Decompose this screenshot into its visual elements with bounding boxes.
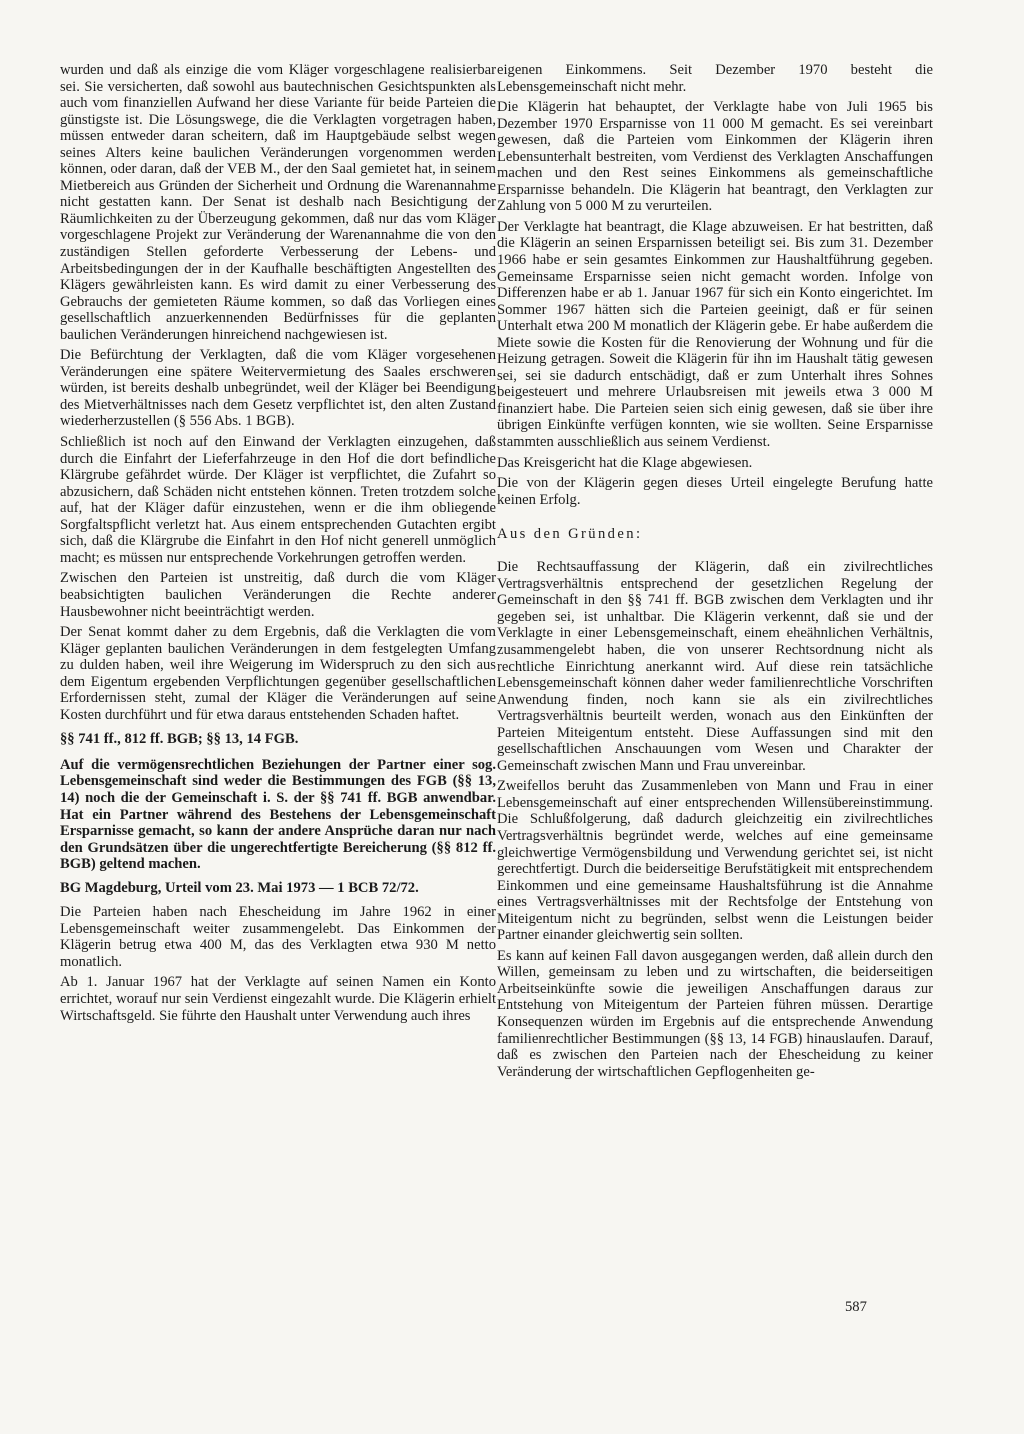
page-number: 587 [845,1299,867,1315]
paragraph: Der Senat kommt daher zu dem Ergebnis, daß die Verklagten die vom Kläger geplanten baulichen Veränderungen in dem festgelegten Umfang zu dulden haben, weil ihre Weigerung im Widerspruch zu den sich aus dem Eigentum ergebenden Verpflichtungen gegenüber gesellschaftlichen Erfordernissen steht, zumal der Kläger die Veränderungen auf seine Kosten durchführt und für etwa daraus entstehenden Schaden haftet. [60,624,496,723]
paragraph: Die Rechtsauffassung der Klägerin, daß ein zivilrechtliches Vertragsverhältnis entsprechend der gesetzlichen Regelung der Gemeinschaft in den §§ 741 ff. BGB zwischen dem Verklagten und ihr gegeben sei, ist unhaltbar. Die Klägerin verkennt, daß sie und der Verklagte in einer Lebensgemeinschaft, einem eheähnlichen Verhältnis, zusammengelebt haben, die von unserer Rechtsordnung nicht als rechtliche Einrichtung anerkannt wird. Auf diese rein tatsächliche Lebensgemeinschaft können daher weder familienrechtliche Vorschriften Anwendung finden, noch kann sie als ein zivilrechtliches Vertragsverhältnis beurteilt werden, wonach aus den Einkünften der Parteien Miteigentum entsteht. Diese Auffassungen sind mit den gesellschaftlichen Anschauungen vom Wesen und Charakter der Gemeinschaft zwischen Mann und Frau unvereinbar. [497,559,933,774]
paragraph: eigenen Einkommens. Seit Dezember 1970 besteht die Lebensgemeinschaft nicht mehr. [497,62,933,95]
paragraph: Das Kreisgericht hat die Klage abgewiesen. [497,454,753,471]
case-citation: BG Magdeburg, Urteil vom 23. Mai 1973 — 1 BCB 72/72. [60,879,419,896]
paragraph: Die Befürchtung der Verklagten, daß die vom Kläger vorgesehenen Veränderungen eine spätere Weitervermietung des Saales erschweren würden, ist bereits deshalb unbegründet, weil der Kläger bei Beendigung des Mietverhältnisses nach dem Gesetz verpflichtet ist, den alten Zustand wiederherzustellen (§ 556 Abs. 1 BGB). [60,347,496,430]
paragraph: Die von der Klägerin gegen dieses Urteil eingelegte Berufung hatte keinen Erfolg. [497,475,933,508]
paragraph: Zwischen den Parteien ist unstreitig, daß durch die vom Kläger beabsichtigten baulichen Veränderungen die Rechte anderer Hausbewohner nicht beeinträchtigt werden. [60,570,496,620]
paragraph: Zweifellos beruht das Zusammenleben von Mann und Frau in einer Lebensgemeinschaft auf einer entsprechenden Willensübereinstimmung. Die Schlußfolgerung, daß dadurch gleichzeitig ein zivilrechtliches Vertragsverhältnis begründet werde, welches auf eine gemeinsame gleichwertige Vermögensbildung und Verwendung gerichtet sei, ist nicht gerechtfertigt. Durch die beiderseitige Berufstätigkeit mit entsprechendem Einkommen und eine gemeinsame Haushaltsführung ist die Annahme eines Vertragsverhältnisses mit der Rechtsfolge der Entstehung von Miteigentum nicht zu begründen, selbst wenn die Leistungen beider Partner einander gleichwertig sein sollten. [497,778,933,944]
left-column [60,62,496,1028]
paragraph: Schließlich ist noch auf den Einwand der Verklagten einzugehen, daß durch die Einfahrt der Lieferfahrzeuge in den Hof die dort befindliche Klärgrube gefährdet würde. Der Kläger ist verpflichtet, die Zufahrt so abzusichern, daß Schäden nicht entstehen können. Treten trotzdem solche auf, hat der Kläger dafür einzustehen, wenn er die ihm obliegende Sorgfaltspflicht verletzt hat. Aus einem entsprechenden Gutachten ergibt sich, daß die Klärgrube die Einfahrt in den Hof nicht generell unmöglich macht; es müssen nur entsprechende Vorkehrungen getroffen werden. [60,434,496,566]
paragraph: Die Klägerin hat behauptet, der Verklagte habe von Juli 1965 bis Dezember 1970 Ersparnisse von 11 000 M gemacht. Es sei vereinbart gewesen, daß die Parteien vom Einkommen der Klägerin ihren Lebensunterhalt bestreiten, vom Verdienst des Verklagten Anschaffungen machen und den Rest seines Einkommens als gemeinschaftliche Ersparnisse behandeln. Die Klägerin hat beantragt, den Verklagten zur Zahlung von 5 000 M zu verurteilen. [497,99,933,215]
paragraph: Der Verklagte hat beantragt, die Klage abzuweisen. Er hat bestritten, daß die Klägerin an seinen Ersparnissen beteiligt sei. Bis zum 31. Dezember 1966 habe er sein gesamtes Einkommen zur Haushaltführung gegeben. Gemeinsame Ersparnisse seien nicht gemacht worden. Infolge von Differenzen habe er ab 1. Januar 1967 für sich ein Konto eingerichtet. Im Sommer 1967 hätten sich die Parteien geeinigt, daß er für seinen Unterhalt etwa 200 M monatlich der Klägerin gebe. Er habe außerdem die Miete sowie die Kosten für die Renovierung der Wohnung und für die Heizung getragen. Soweit die Klägerin für ihn im Haushalt tätig gewesen sei, sei sie dadurch entschädigt, daß er zum Unterhalt ihres Sohnes beigesteuert und mehrere Urlaubsreisen mit jeweils etwa 3 000 M finanziert habe. Die Parteien seien sich einig gewesen, daß sie über ihre übrigen Einkünfte verfügen konnten, wie sie wollten. Seine Ersparnisse stammten ausschließlich aus seinem Verdienst. [497,218,933,451]
paragraph: Es kann auf keinen Fall davon ausgegangen werden, daß allein durch den Willen, gemeinsam zu leben und zu wirtschaften, die beiderseitigen Arbeitseinkünfte sowie die jeweiligen Anschaffungen daraus zur Entstehung von Miteigentum der Parteien führen müssen. Derartige Konsequenzen würden im Ergebnis auf die entsprechende Anwendung familienrechtlicher Bestimmungen (§§ 13, 14 FGB) hinauslaufen. Darauf, daß es zwischen den Parteien nach der Ehescheidung zu keiner Veränderung der wirtschaftlichen Gepflogenheiten ge- [497,947,933,1080]
paragraph: Ab 1. Januar 1967 hat der Verklagte auf seinen Namen ein Konto errichtet, worauf nur sein Verdienst eingezahlt wurde. Die Klägerin erhielt Wirtschaftsgeld. Sie führte den Haushalt unter Verwendung auch ihres [60,974,496,1024]
headnote-summary: Auf die vermögensrechtlichen Beziehungen der Partner einer sog. Lebensgemeinschaft sind weder die Bestimmungen des FGB (§§ 13, 14) noch die der Gemeinschaft i. S. der §§ 741 ff. BGB anwendbar. Hat ein Partner während des Bestehens der Lebensgemeinschaft Ersparnisse gemacht, so kann der andere Ansprüche daran nur nach den Grundsätzen über die ungerechtfertigte Bereicherung (§§ 812 ff. BGB) geltend machen. [60,756,496,873]
section-heading: Aus den Gründen: [497,526,643,543]
paragraph: wurden und daß als einzige die vom Kläger vorgeschlagene realisierbar sei. Sie versicherten, daß sowohl aus bautechnischen Gesichtspunkten als auch vom finanziellen Aufwand her diese Variante für beide Parteien die günstigste ist. Die Lösungswege, die die Verklagten vorgetragen haben, müssen entweder daran scheitern, daß im Hauptgebäude selbst wegen seines Alters keine baulichen Veränderungen vorgenommen werden können, oder daran, daß der VEB M., der den Saal gemietet hat, in seinem Mietbereich aus Gründen der Sicherheit und Ordnung die Warenannahme nicht gestatten kann. Der Senat ist deshalb nach Besichtigung der Räumlichkeiten zu der Überzeugung gekommen, daß nur das vom Kläger vorgeschlagene Projekt zur Veränderung der Warenannahme die von den zuständigen Stellen geforderte Verbesserung der Lebens- und Arbeitsbedingungen der in der Kaufhalle beschäftigten Angestellten des Klägers gewährleisten kann. Es wird damit zu einer Verbesserung des Gebrauchs der gemieteten Räume kommen, so daß das Vorliegen eines gesellschaftlich anzuerkennenden Bedürfnisses für die geplanten baulichen Veränderungen hinreichend nachgewiesen ist. [60,62,496,343]
section-heading: §§ 741 ff., 812 ff. BGB; §§ 13, 14 FGB. [60,731,299,748]
paragraph: Die Parteien haben nach Ehescheidung im Jahre 1962 in einer Lebensgemeinschaft weiter zusammengelebt. Das Einkommen der Klägerin betrug etwa 400 M, das des Verklagten etwa 930 M netto monatlich. [60,904,496,970]
right-column [497,62,933,1084]
